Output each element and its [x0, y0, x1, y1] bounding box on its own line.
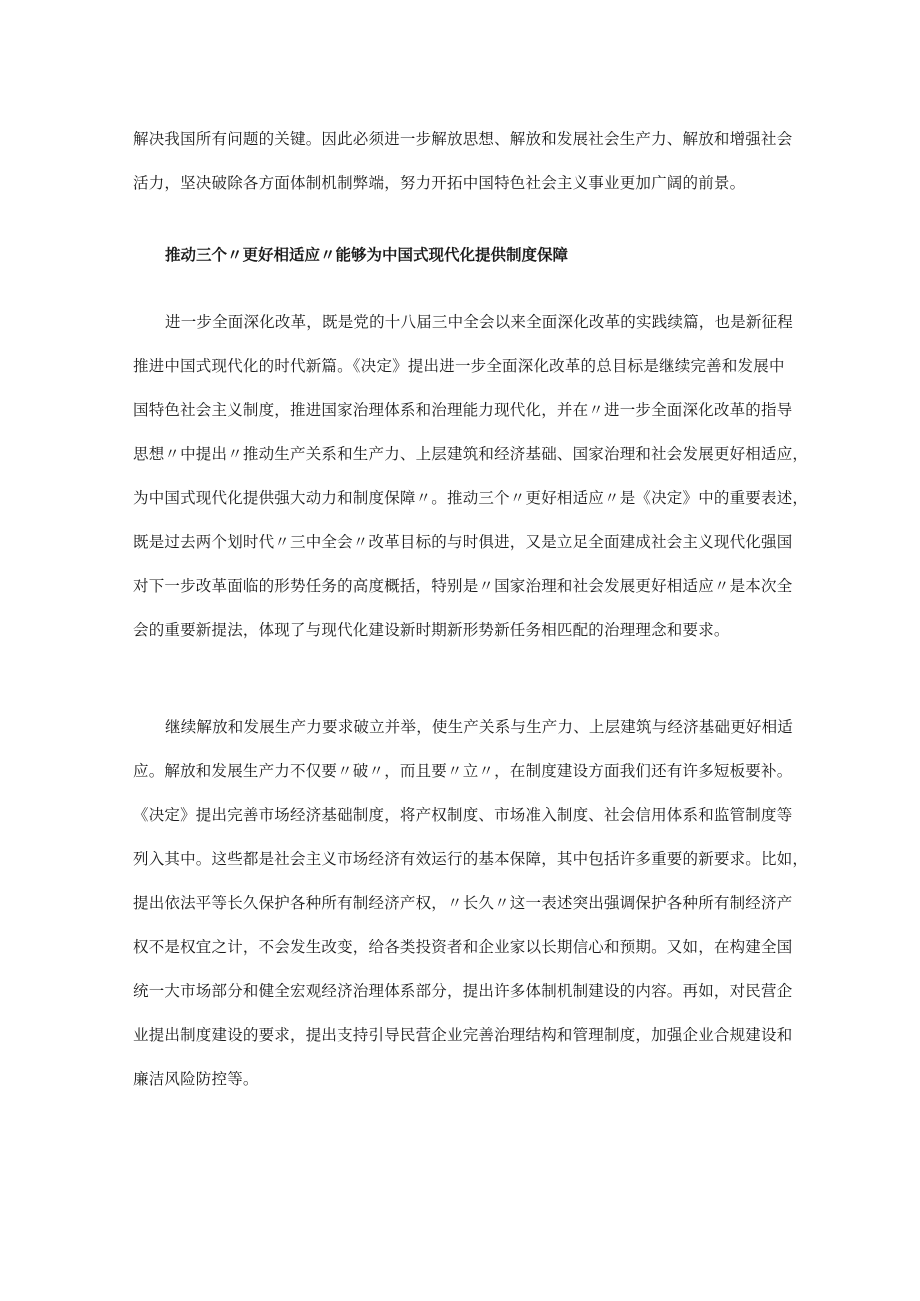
paragraph-1 [133, 117, 793, 205]
paragraph-line: 《决定》提出完善市场经济基础制度，将产权制度、市场准入制度、社会信用体系和监管制度等 [133, 806, 793, 824]
section-heading: 推动三个〃更好相适应〃能够为中国式现代化提供制度保障 [165, 246, 569, 264]
paragraph-line: 业提出制度建设的要求，提出支持引导民营企业完善治理结构和管理制度，加强企业合规建设和 [133, 1026, 793, 1044]
paragraph-line: 进一步全面深化改革，既是党的十八届三中全会以来全面深化改革的实践续篇，也是新征程 [165, 313, 794, 331]
paragraph-line: 为中国式现代化提供强大动力和制度保障〃。推动三个〃更好相适应〃是《决定》中的重要表述， [133, 489, 809, 507]
paragraph-line: 思想〃中提出〃推动生产关系和生产力、上层建筑和经济基础、国家治理和社会发展更好相适应， [133, 445, 809, 463]
paragraph-line: 统一大市场部分和健全宏观经济治理体系部分，提出许多体制机制建设的内容。再如，对民营企 [133, 982, 793, 1000]
paragraph-line: 应。解放和发展生产力不仅要〃破〃，而且要〃立〃，在制度建设方面我们还有许多短板要补。 [133, 762, 793, 780]
paragraph-line: 活力，坚决破除各方面体制机制弊端，努力开拓中国特色社会主义事业更加广阔的前景。 [133, 174, 746, 192]
paragraph-line: 权不是权宜之计，不会发生改变，给各类投资者和企业家以长期信心和预期。又如，在构建全国 [133, 938, 793, 956]
paragraph-line: 会的重要新提法，体现了与现代化建设新时期新形势新任务相匹配的治理理念和要求。 [133, 621, 730, 639]
paragraph-3 [133, 705, 809, 1101]
paragraph-line: 列入其中。这些都是社会主义市场经济有效运行的基本保障，其中包括许多重要的新要求。比如， [133, 850, 809, 868]
paragraph-line: 继续解放和发展生产力要求破立并举，使生产关系与生产力、上层建筑与经济基础更好相适 [165, 718, 794, 736]
paragraph-line: 国特色社会主义制度，推进国家治理体系和治理能力现代化，并在〃进一步全面深化改革的指导 [133, 401, 793, 419]
paragraph-line: 提出依法平等长久保护各种所有制经济产权，〃长久〃这一表述突出强调保护各种所有制经济产 [133, 894, 793, 912]
paragraph-line: 廉洁风险防控等。 [133, 1070, 259, 1088]
paragraph-line: 既是过去两个划时代〃三中全会〃改革目标的与时俱进，又是立足全面建成社会主义现代化强国 [133, 533, 793, 551]
paragraph-line: 推进中国式现代化的时代新篇。《决定》提出进一步全面深化改革的总目标是继续完善和发展中 [133, 357, 785, 375]
paragraph-2 [133, 300, 809, 652]
paragraph-line: 解决我国所有问题的关键。因此必须进一步解放思想、解放和发展社会生产力、解放和增强社会 [133, 130, 793, 148]
paragraph-line: 对下一步改革面临的形势任务的高度概括，特别是〃国家治理和社会发展更好相适应〃是本次全 [133, 577, 793, 595]
